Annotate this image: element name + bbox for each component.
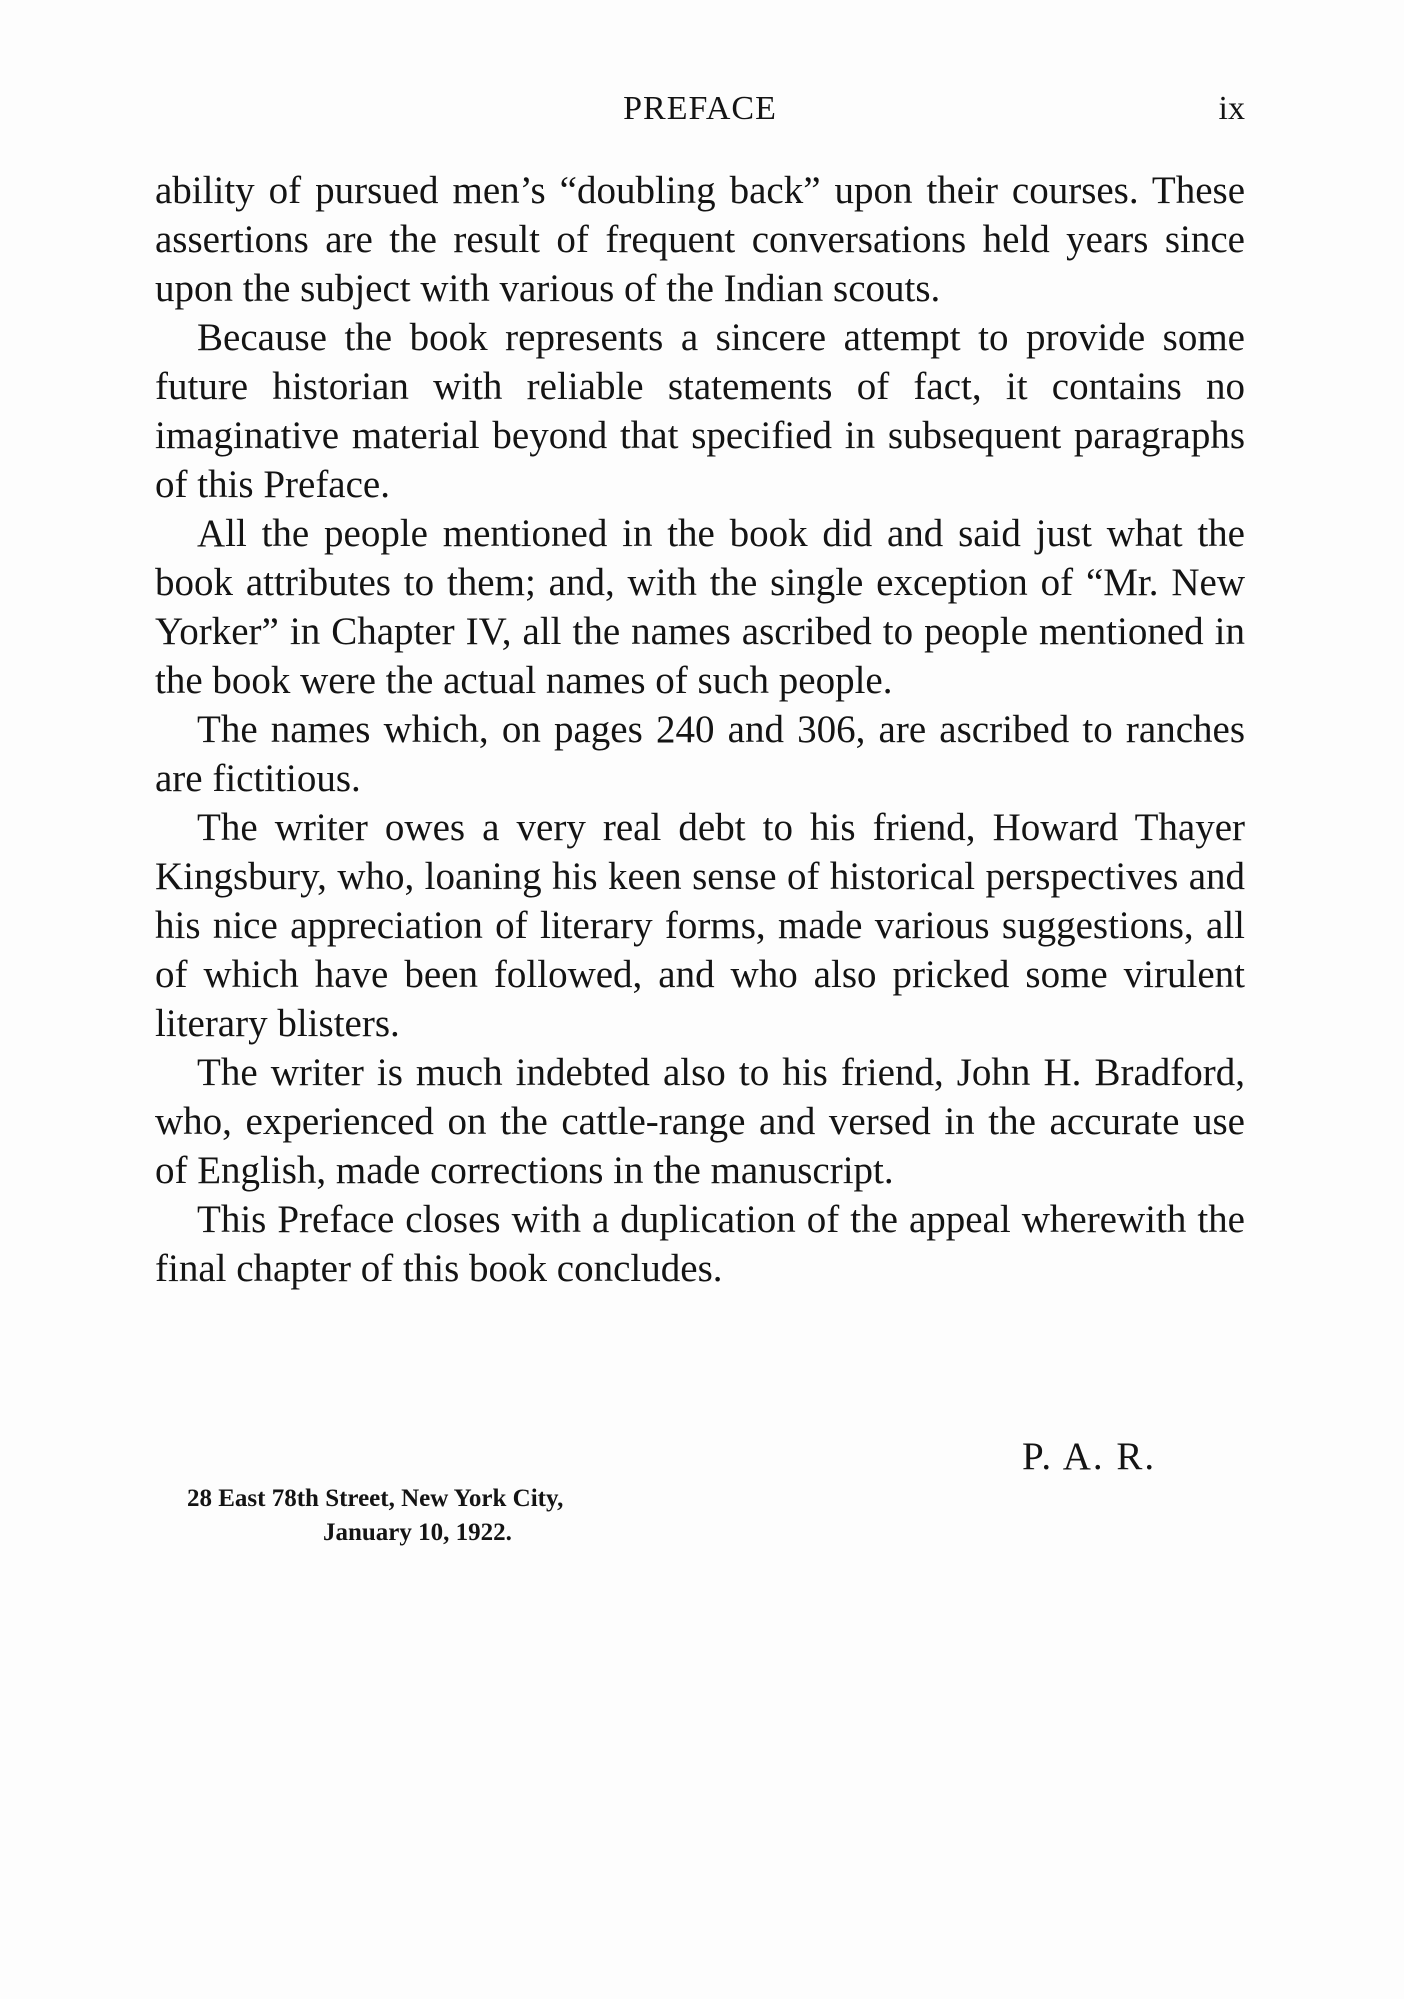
paragraph: ability of pursued men’s “doubling back” upon their courses. These assertions are the result of frequent conversations held years since upon the subject with various of the Indian scouts.	[155, 169, 1245, 310]
paragraph: The writer is much indebted also to his friend, John H. Bradford, who, experienced on the cattle-range and versed in the accurate use of English, made corrections in the manuscript.	[155, 1051, 1245, 1192]
paragraph: The names which, on pages 240 and 306, are ascribed to ranches are fictitious.	[155, 708, 1245, 800]
running-head	[155, 90, 1245, 140]
paragraph: All the people mentioned in the book did and said just what the book attributes to them; and, with the single exception of “Mr. New Yorker” in Chapter IV, all the names ascribed to people mentioned in the book were the actual names of such people.	[155, 512, 1245, 702]
address-date: January 10, 1922.	[323, 1519, 512, 1546]
preface-body	[155, 166, 1245, 1293]
paragraph: The writer owes a very real debt to his friend, Howard Thayer Kingsbury, who, loaning his keen sense of historical perspectives and his nice appreciation of literary forms, made various suggestions, all of which have been followed, and who also pricked some virulent literary blisters.	[155, 806, 1245, 1045]
address-block	[187, 1482, 563, 1550]
running-title: PREFACE	[623, 90, 777, 127]
address-street: 28 East 78th Street, New York City,	[187, 1485, 564, 1512]
author-initials: P. A. R.	[1022, 1435, 1157, 1478]
paragraph: Because the book represents a sincere attempt to provide some future historian with reliable statements of fact, it contains no imaginative material beyond that specified in subsequent paragraphs of this Preface.	[155, 316, 1245, 506]
page-number: ix	[1218, 90, 1245, 127]
paragraph: This Preface closes with a duplication of the appeal wherewith the final chapter of this book concludes.	[155, 1198, 1245, 1290]
